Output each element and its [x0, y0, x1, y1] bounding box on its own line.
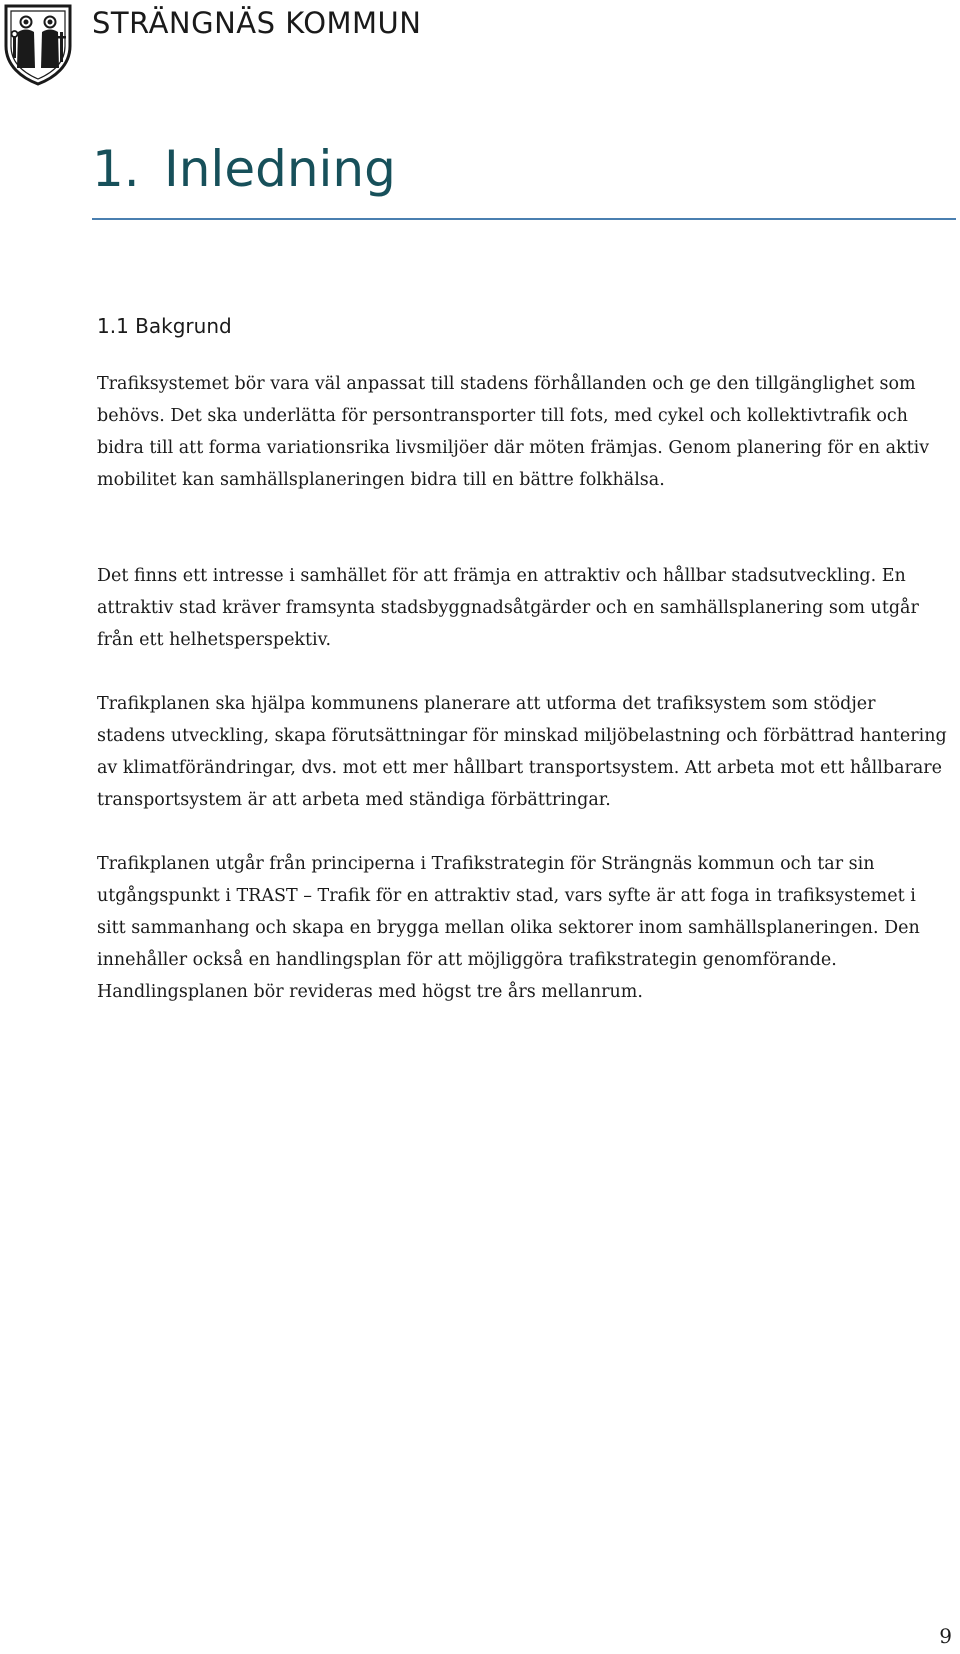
- organization-name: STRÄNGNÄS KOMMUN: [92, 6, 422, 40]
- page-number: 9: [939, 1624, 952, 1648]
- chapter-heading: [92, 140, 396, 198]
- body-paragraph-3: Trafikplanen ska hjälpa kommunens planerare att utforma det trafiksystem som stödjer stadens utveckling, skapa förutsättningar för minskad miljöbelastning och förbättrad hantering av klimatförändringar, dvs. mot ett mer hållbart transportsystem. Att arbeta mot ett hållbarare transportsystem är att arbeta med ständiga förbättringar.: [97, 694, 947, 810]
- chapter-title: Inledning: [164, 140, 396, 198]
- body-paragraph-2: Det finns ett intresse i samhället för att främja en attraktiv och hållbar stadsutveckling. En attraktiv stad kräver framsynta stadsbyggnadsåtgärder och en samhällsplanering som utgår från ett helhetsperspektiv.: [97, 566, 919, 650]
- chapter-number: 1.: [92, 140, 140, 198]
- section-title: 1.1 Bakgrund: [97, 314, 232, 338]
- body-paragraph-4: Trafikplanen utgår från principerna i Trafikstrategin för Strängnäs kommun och tar sin utgångspunkt i TRAST – Trafik för en attraktiv stad, vars syfte är att foga in trafiksystemet i sitt sammanhang och skapa en brygga mellan olika sektorer inom samhällsplaneringen. Den innehåller också en handlingsplan för att möjliggöra trafikstrategin genomförande. Handlingsplanen bör revideras med högst tre års mellanrum.: [97, 854, 920, 1002]
- body-paragraph-1: Trafiksystemet bör vara väl anpassat till stadens förhållanden och ge den tillgänglighet som behövs. Det ska underlätta för persontransporter till fots, med cykel och kollektivtrafik och bidra till att forma variationsrika livsmiljöer där möten främjas. Genom planering för en aktiv mobilitet kan samhällsplaneringen bidra till en bättre folkhälsa.: [97, 374, 930, 490]
- municipal-coat-of-arms-icon: [2, 2, 74, 86]
- page-header: [0, 0, 960, 90]
- heading-divider: [92, 218, 956, 220]
